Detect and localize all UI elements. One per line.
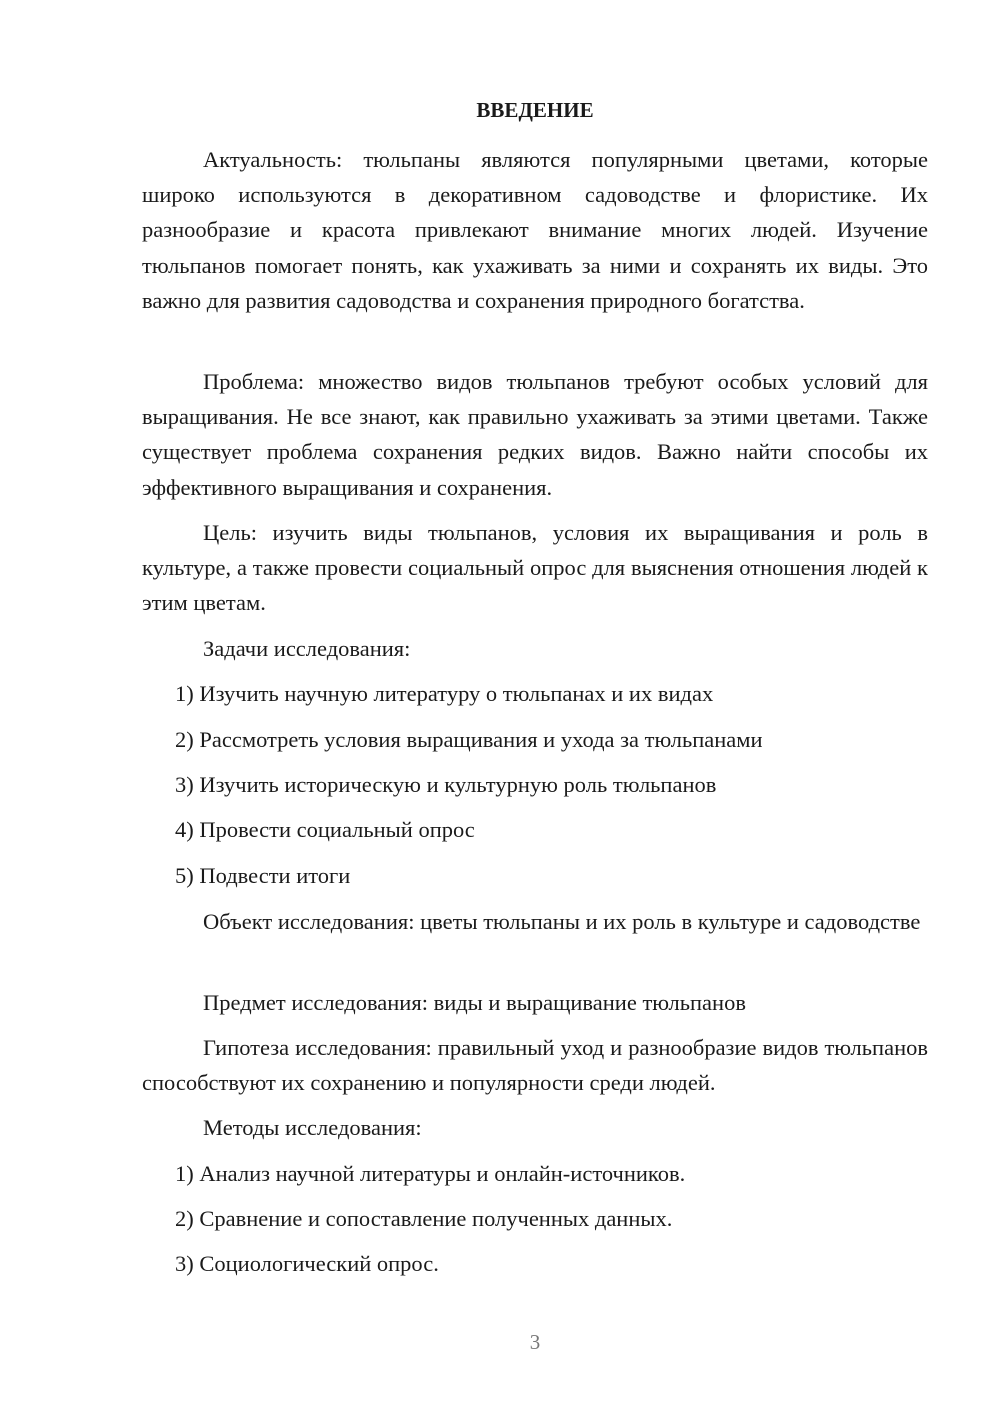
- problem-paragraph: Проблема: множество видов тюльпанов требуют особых условий для выращивания. Не все знают, как правильно ухаживать за этими цветами. Также существует проблема сохранения редких видов. Важно найти способы их эффективного выращивания и сохранения.: [142, 369, 928, 500]
- list-item: 3) Социологический опрос.: [175, 1251, 439, 1276]
- list-item: 1) Анализ научной литературы и онлайн-источников.: [175, 1161, 686, 1186]
- list-item: 2) Сравнение и сопоставление полученных данных.: [175, 1206, 673, 1231]
- subject-paragraph: Предмет исследования: виды и выращивание тюльпанов: [203, 990, 746, 1015]
- relevance-paragraph: Актуальность: тюльпаны являются популярными цветами, которые широко используются в декоративном садоводстве и флористике. Их разнообразие и красота привлекают внимание многих людей. Изучение тюльпанов помогает понять, как ухаживать за ними и сохранять их виды. Это важно для развития садоводства и сохранения природного богатства.: [142, 147, 928, 313]
- list-item: 2) Рассмотреть условия выращивания и ухода за тюльпанами: [175, 727, 763, 752]
- object-paragraph: Объект исследования: цветы тюльпаны и их роль в культуре и садоводстве: [203, 909, 921, 934]
- hypothesis-paragraph: Гипотеза исследования: правильный уход и разнообразие видов тюльпанов способствуют их сохранению и популярности среди людей.: [142, 1035, 928, 1096]
- goal-paragraph: Цель: изучить виды тюльпанов, условия их выращивания и роль в культуре, а также провести социальный опрос для выяснения отношения людей к этим цветам.: [142, 520, 928, 616]
- list-item: 3) Изучить историческую и культурную роль тюльпанов: [175, 772, 717, 797]
- list-item: 5) Подвести итоги: [175, 863, 351, 888]
- tasks-heading: Задачи исследования:: [203, 636, 411, 661]
- methods-heading: Методы исследования:: [203, 1115, 422, 1140]
- document-page: [142, 0, 928, 1414]
- page-number: 3: [529, 1330, 541, 1354]
- list-item: 4) Провести социальный опрос: [175, 817, 475, 842]
- list-item: 1) Изучить научную литературу о тюльпанах и их видах: [175, 681, 714, 706]
- page-title: ВВЕДЕНИЕ: [476, 98, 594, 122]
